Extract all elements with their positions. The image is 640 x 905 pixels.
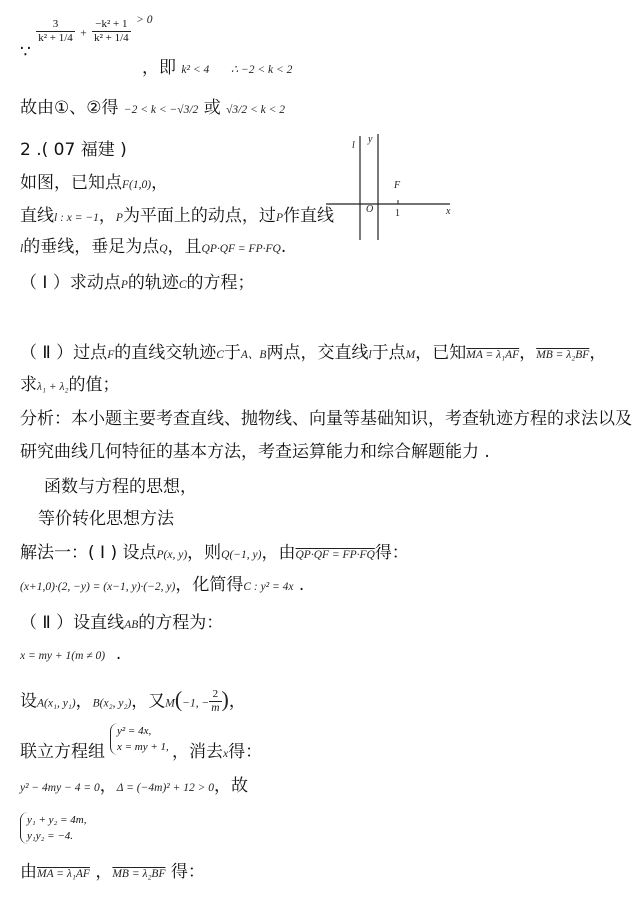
line-16: （ Ⅱ ）设直线AB的方程为： — [20, 613, 224, 633]
line-20: y² − 4my − 4 = 0，Δ = (−4m)² + 12 > 0，故 — [20, 776, 248, 796]
line-15: (x+1,0)·(2, −y) = (x−1, y)·(−2, y)，化简得C : y² = 4x . — [20, 575, 305, 595]
line-19-b: ，消去x得： — [172, 742, 263, 762]
system-1: y² = 4x, x = my + 1, — [110, 723, 169, 755]
because-symbol: ∵ — [20, 41, 31, 62]
line-11: 研究曲线几何特征的基本方法，考查运算能力和综合解题能力 . — [20, 442, 490, 462]
label-y: y — [368, 134, 373, 145]
system-2: y₁ + y₂ = 4m, y₁y₂ = −4. — [20, 812, 86, 844]
line-04: 如图，已知点F(1,0)， — [20, 173, 169, 193]
fraction-1: $\frac{3}{\text{k² + 1/4}}$ — [38, 18, 73, 44]
line-01-b: ，即 k² < 4 ∴ −2 < k < 2 — [142, 58, 293, 78]
fraction-2-over-m: $\frac{2}{m}$ — [211, 688, 220, 714]
line-13: 等价转化思想方法 — [38, 509, 174, 529]
line-14: 解法一：( Ⅰ ) 设点P(x, y)，则Q(−1, y)，由QP·QF = FP·FQ得： — [20, 543, 409, 563]
line-18: 设A(x₁, y₁)，B(x₂, y₂)，又M(−1, − $\frac{2}{m}$ )， — [20, 686, 246, 714]
label-x: x — [446, 206, 451, 217]
line-08: （ Ⅱ ）过点F的直线交轨迹C于A、B两点，交直线l于点M，已知MA = λ₁AF，MB = λ₂BF， — [20, 343, 607, 363]
coordinate-figure — [322, 128, 462, 248]
line-17: x = my + 1(m ≠ 0) . — [20, 644, 122, 664]
line-22: 由MA = λ₁AF ，MB = λ₂BF 得： — [20, 862, 205, 882]
line-09: 求λ₁ + λ₂的值； — [20, 375, 120, 395]
fraction-2: $\frac{\text{−k² + 1}}{\text{k² + 1/4}}$ — [94, 18, 129, 44]
label-F: F — [394, 180, 401, 191]
line-12: 函数与方程的思想， — [44, 477, 197, 497]
line-06: l的垂线，垂足为点Q，且QP·QF = FP·FQ. — [20, 237, 287, 257]
line-10: 分析：本小题主要考查直线、抛物线、向量等基础知识，考查轨迹方程的求法以及 — [20, 409, 632, 429]
line-01: ∵ $\frac{3}{\text{k² + 1/4}}$ + $\frac{\text{−k² + 1}}{\text{k² + 1/4}}$ $^{> 0}$ — [20, 13, 153, 62]
line-02: 故由①、②得 −2 < k < −√3/2 或 √3/2 < k < 2 — [20, 98, 285, 118]
line-05: 直线l : x = −1，P为平面上的动点，过P作直线 — [20, 206, 334, 226]
line-03: 2 .( 07 福建 ) — [20, 140, 127, 160]
label-1: 1 — [395, 208, 400, 219]
line-19: 联立方程组 — [20, 742, 105, 762]
label-O: O — [366, 204, 374, 215]
label-l: l — [352, 140, 355, 151]
line-07: （ Ⅰ ）求动点P的轨迹C的方程； — [20, 273, 255, 293]
